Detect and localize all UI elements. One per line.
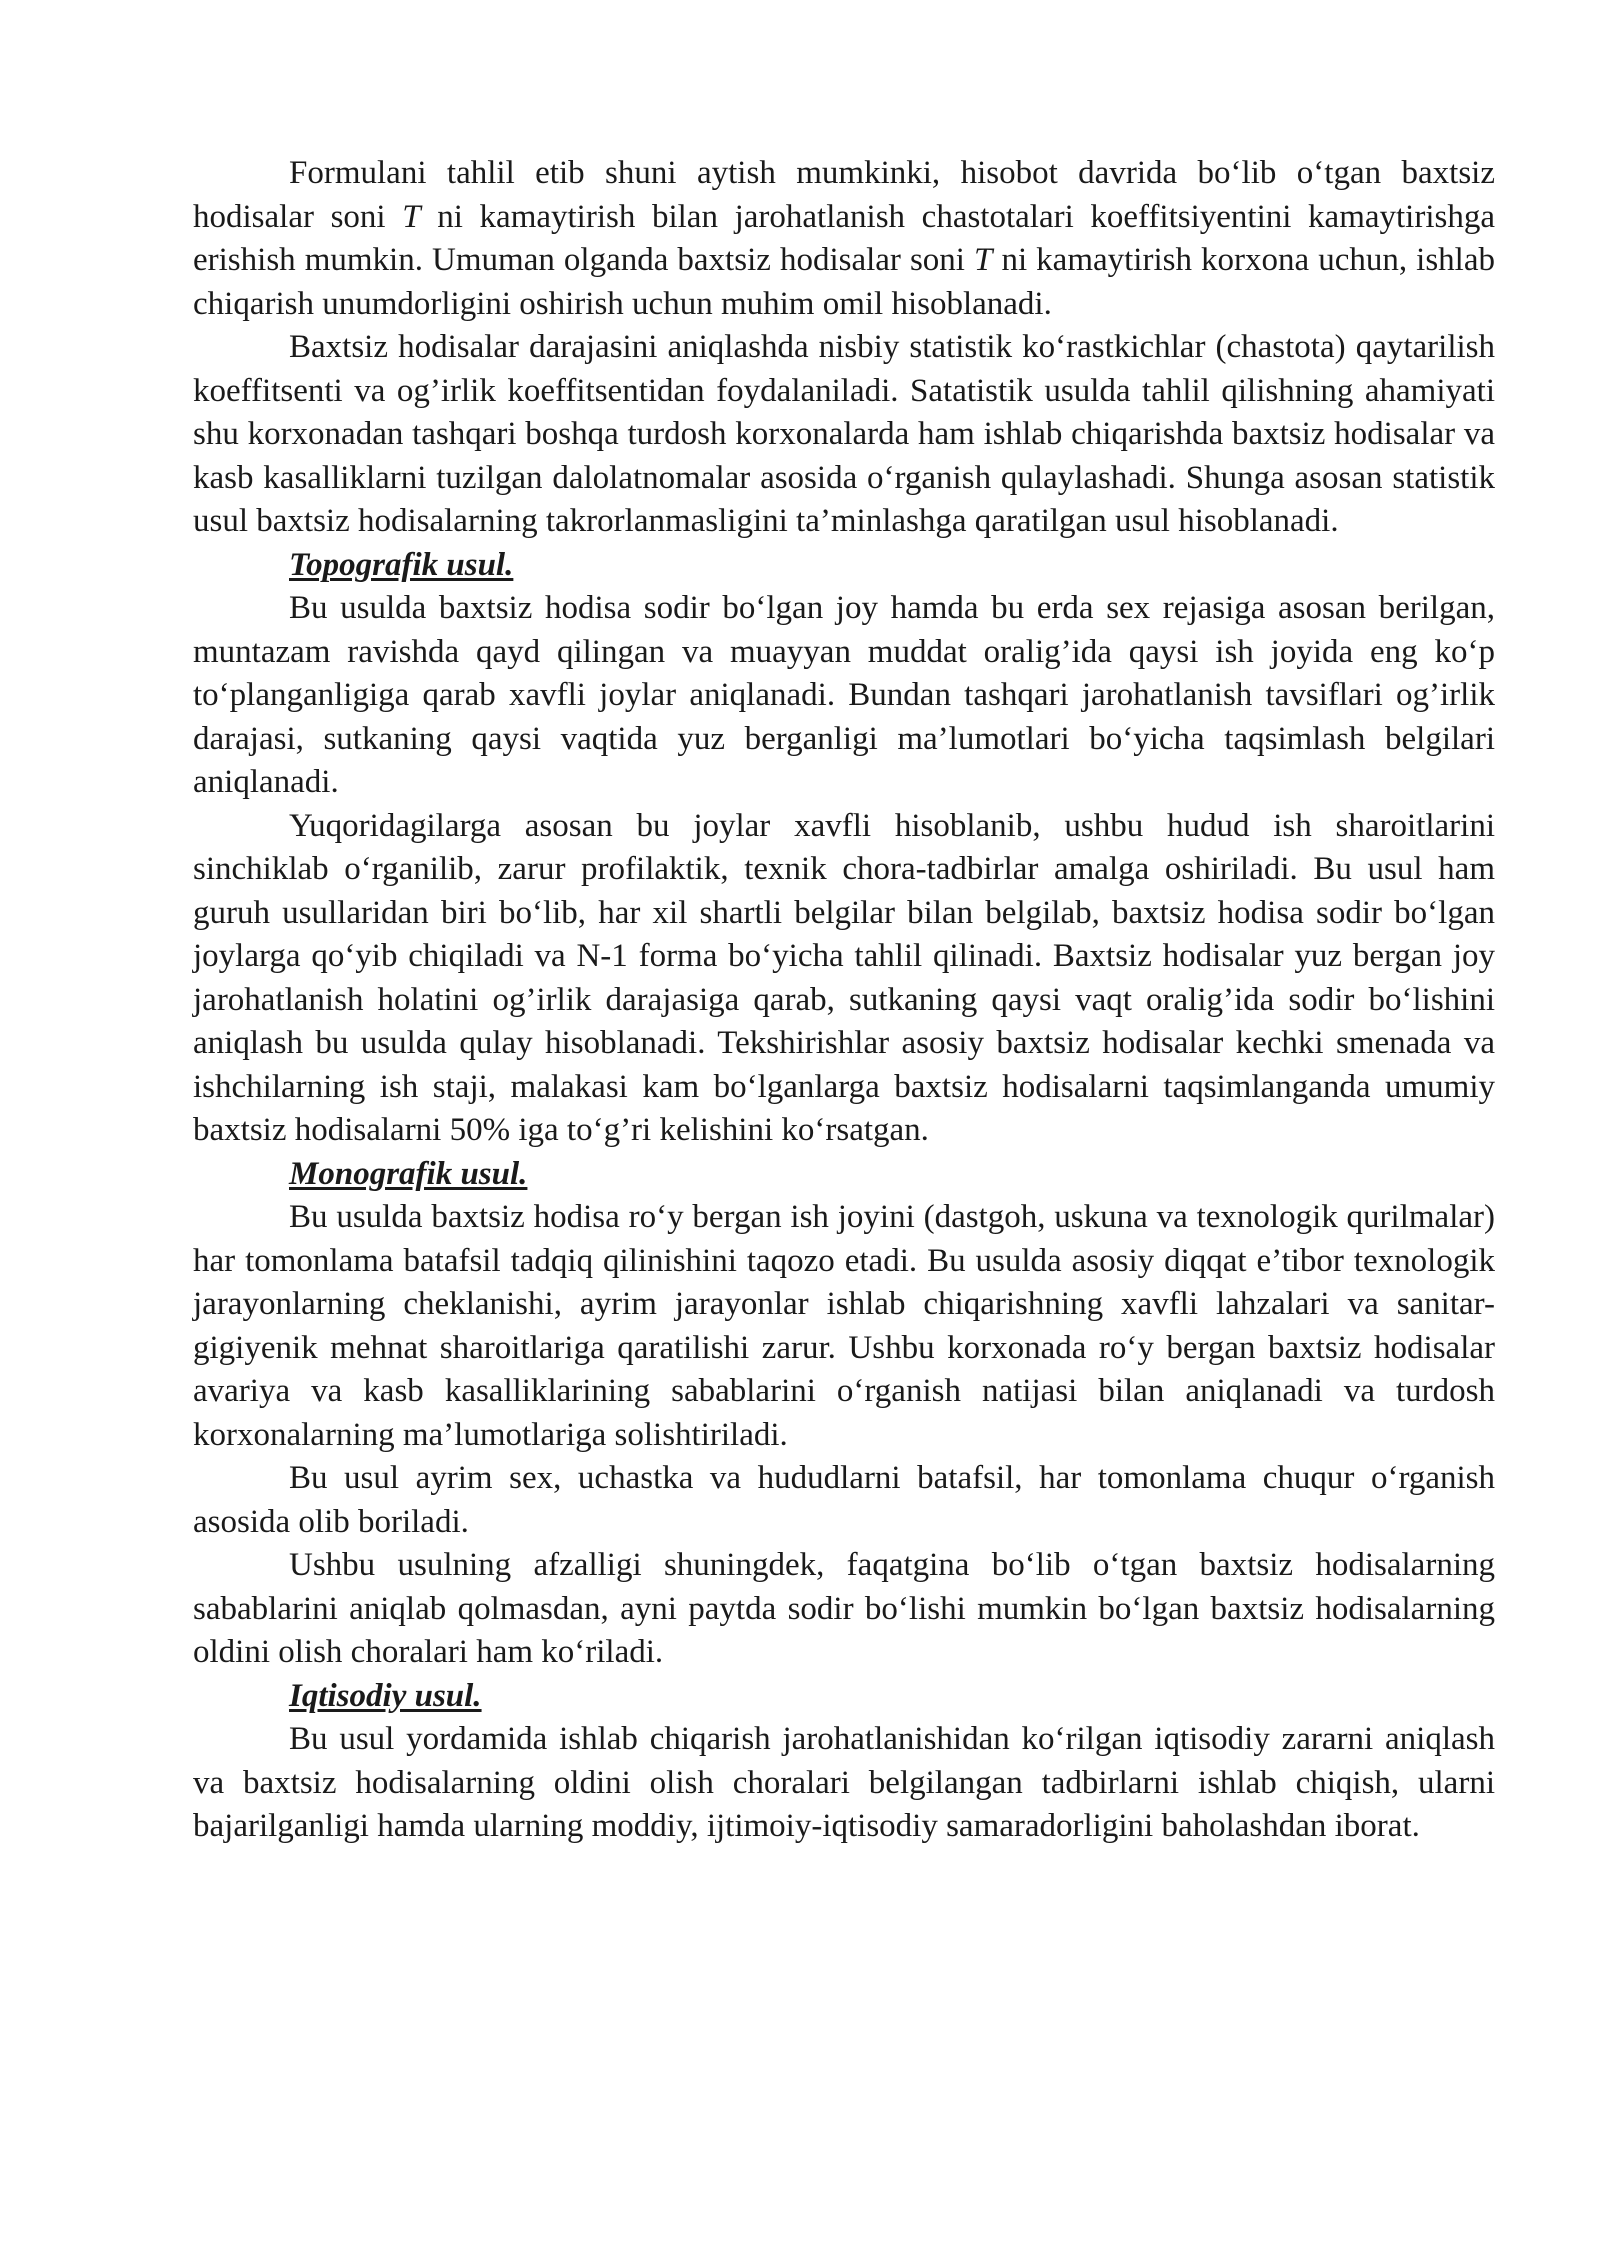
paragraph-topographic-description: Bu usulda baxtsiz hodisa sodir bo‘lgan joy hamda bu erda sex rejasiga asosan berilgan, muntazam ravishda qayd qilingan va muayyan muddat oralig’ida qaysi ish joyida eng ko‘p to‘planganligiga qarab xavfli joylar aniqlanadi. Bundan tashqari jarohatlanish tavsiflari og’irlik darajasi, sutkaning qaysi vaqtida yuz berganligi ma’lumotlari bo‘yicha taqsimlash belgilari aniqlanadi. [193,590,1495,800]
paragraph-text: ni kamaytirish korxona uchun, ishlab chiqarish unumdorligini oshirish uchun muhim omil hisoblanadi. [193,242,1495,322]
paragraph-text: ni kamaytirish bilan jarohatlanish chastotalari koeffitsiyentini kamaytirishga erishish mumkin. Umuman olganda baxtsiz hodisalar soni [193,198,1495,278]
document-body [193,152,1495,1849]
variable-t: T [402,198,421,235]
variable-t: T [974,242,993,278]
paragraph-statistical-method: Baxtsiz hodisalar darajasini aniqlashda nisbiy statistik ko‘rastkichlar (chastota) qaytarilish koeffitsenti va og’irlik koeffitsentidan foydalaniladi. Satatistik usulda tahlil qilishning ahamiyati shu korxonadan tashqari boshqa turdosh korxonalarda ham ishlab chiqarishda baxtsiz hodisalar va kasb kasalliklarni tuzilgan dalolatnomalar asosida o‘rganish qulaylashadi. Shunga asosan statistik usul baxtsiz hodisalarning takrorlanmasligini ta’minlashga qaratilgan usul hisoblanadi. [193,329,1495,539]
paragraph-monographic-advantage: Ushbu usulning afzalligi shuningdek, faqatgina bo‘lib o‘tgan baxtsiz hodisalarning sabablarini aniqlab qolmasdan, ayni paytda sodir bo‘lishi mumkin bo‘lgan baxtsiz hodisalarning oldini olish choralari ham ko‘riladi. [193,1547,1495,1670]
paragraph-formula-analysis [193,152,1495,326]
heading-economic-method: Iqtisodiy usul. [289,1677,482,1714]
heading-monographic-method: Monografik usul. [289,1155,528,1192]
paragraph-monographic-description: Bu usulda baxtsiz hodisa ro‘y bergan ish joyini (dastgoh, uskuna va texnologik qurilmalar) har tomonlama batafsil tadqiq qilinishini taqozo etadi. Bu usulda asosiy diqqat e’tibor texnologik jarayonlarning cheklanishi, ayrim jarayonlar ishlab chiqarishning xavfli lahzalari va sanitar-gigiyenik mehnat sharoitlariga qaratilishi zarur. Ushbu korxonada ro‘y bergan baxtsiz hodisalar avariya va kasb kasalliklarining sabablarini o‘rganish natijasi bilan aniqlanadi va turdosh korxonalarning ma’lumotlariga solishtiriladi. [193,1199,1495,1453]
paragraph-topographic-details: Yuqoridagilarga asosan bu joylar xavfli hisoblanib, ushbu hudud ish sharoitlarini sinchiklab o‘rganilib, zarur profilaktik, texnik chora-tadbirlar amalga oshiriladi. Bu usul ham guruh usullaridan biri bo‘lib, har xil shartli belgilar bilan belgilab, baxtsiz hodisa sodir bo‘lgan joylarga qo‘yib chiqiladi va N-1 forma bo‘yicha tahlil qilinadi. Baxtsiz hodisalar yuz bergan joy jarohatlanish holatini og’irlik darajasiga qarab, sutkaning qaysi vaqt oralig’ida sodir bo‘lishini aniqlash bu usulda qulay hisoblanadi. Tekshirishlar asosiy baxtsiz hodisalar kechki smenada va ishchilarning ish staji, malakasi kam bo‘lganlarga baxtsiz hodisalarni taqsimlanganda umumiy baxtsiz hodisalarni 50% iga to‘g’ri kelishini ko‘rsatgan. [193,807,1495,1148]
paragraph-monographic-scope: Bu usul ayrim sex, uchastka va hududlarni batafsil, har tomonlama chuqur o‘rganish asosida olib boriladi. [193,1460,1495,1540]
paragraph-economic-description: Bu usul yordamida ishlab chiqarish jarohatlanishidan ko‘rilgan iqtisodiy zararni aniqlash va baxtsiz hodisalarning oldini olish choralari belgilangan tadbirlarni ishlab chiqish, ularni bajarilganligi hamda ularning moddiy, ijtimoiy-iqtisodiy samaradorligini baholashdan iborat. [193,1721,1495,1844]
heading-topographic-method: Topografik usul. [289,546,514,583]
paragraph-text: Formulani tahlil etib shuni aytish mumkinki, hisobot davrida bo‘lib o‘tgan baxtsiz hodisalar soni [193,155,1495,235]
